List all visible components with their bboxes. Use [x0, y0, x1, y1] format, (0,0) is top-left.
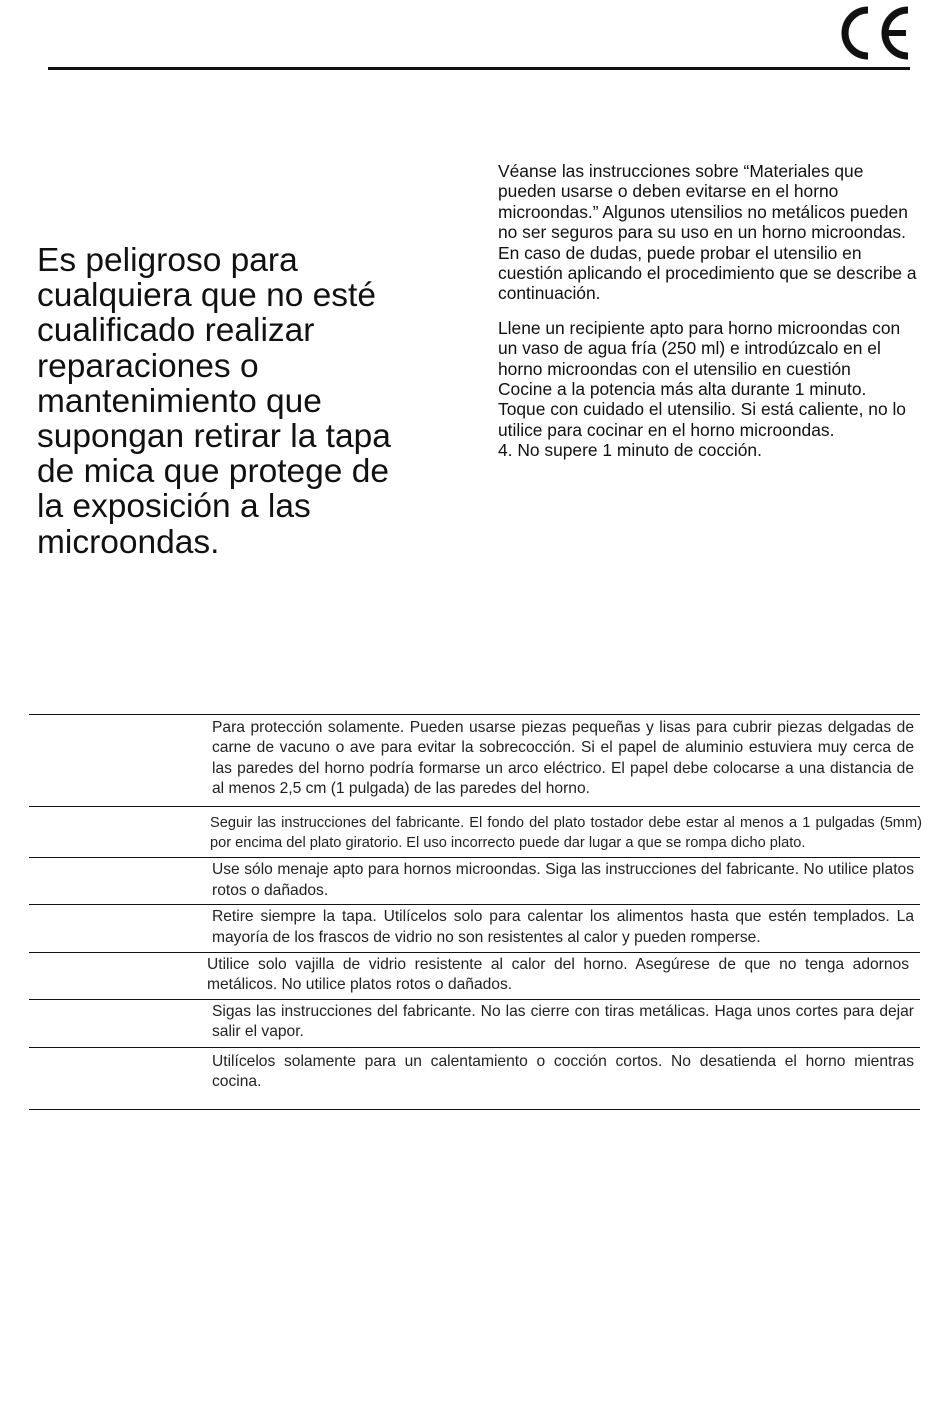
header-divider	[48, 67, 910, 70]
utensil-test-step-4: 4. No supere 1 minuto de cocción.	[498, 440, 762, 461]
table-cell-notes: Utilice solo vajilla de vidrio resistente al calor del horno. Asegúrese de que no tenga adornos metálicos. No utilice platos rotos o dañados.	[207, 956, 909, 994]
table-cell-notes: Use sólo menaje apto para hornos microondas. Siga las instrucciones del fabricante. No utilice platos rotos o dañados.	[212, 861, 914, 899]
utensil-test-section	[498, 161, 918, 461]
utensil-test-step-1: Llene un recipiente apto para horno microondas con un vaso de agua fría (250 ml) e introdúzcalo en el horno microondas con el utensilio en cuestión	[498, 317, 901, 379]
table-cell-notes: Sigas las instrucciones del fabricante. No las cierre con tiras metálicas. Haga unos cortes para dejar salir el vapor.	[212, 1002, 914, 1041]
warning-line: la exposición a las	[37, 488, 311, 526]
warning-line: cualificado realizar	[37, 312, 315, 350]
table-row	[29, 1047, 920, 1110]
table-cell-notes: Retire siempre la tapa. Utilícelos solo para calentar los alimentos hasta que estén templados. La mayoría de los frascos de vidrio no son resistentes al calor y pueden romperse.	[212, 908, 914, 946]
warning-line: mantenimiento que	[37, 382, 322, 420]
table-row	[29, 857, 920, 904]
warning-line: Es peligroso para	[37, 242, 298, 279]
table-row	[29, 904, 920, 952]
table-row	[29, 714, 920, 806]
table-row	[29, 999, 920, 1047]
table-row	[29, 806, 920, 858]
warning-line: supongan retirar la tapa	[37, 418, 391, 456]
table-cell-notes: Para protección solamente. Pueden usarse piezas pequeñas y lisas para cubrir piezas delgadas de carne de vacuno o ave para evitar la sobrecocción. Si el papel de aluminio estuviera muy cerca de las paredes del horno podría formarse un arco eléctrico. El papel debe colocarse a una distancia de al menos 2,5 cm (1 pulgada) de las paredes del horno.	[212, 719, 914, 798]
table-row	[29, 952, 920, 999]
warning-line: de mica que protege de	[37, 453, 389, 491]
warning-line: cualquiera que no esté	[37, 277, 376, 315]
utensil-test-intro: Véanse las instrucciones sobre “Materiales que pueden usarse o deben evitarse en el horno microondas.” Algunos utensilios no metálicos pueden no ser seguros para su uso en un horno microondas. En caso de dudas, puede probar el utensilio en cuestión aplicando el procedimiento que se describe a continuación.	[498, 161, 917, 304]
ce-conformity-mark	[832, 4, 912, 62]
table-cell-notes: Seguir las instrucciones del fabricante. El fondo del plato tostador debe estar al menos a 1 pulgadas (5mm) por encima del plato giratorio. El uso incorrecto puede dar lugar a que se rompa dicho plato.	[210, 814, 922, 852]
warning-line: reparaciones o	[37, 347, 259, 385]
repair-warning	[37, 243, 457, 560]
utensil-test-step-3: Toque con cuidado el utensilio. Si está caliente, no lo utilice para cocinar en el horno microondas.	[498, 399, 906, 440]
utensil-test-step-2: Cocine a la potencia más alta durante 1 minuto.	[498, 379, 867, 400]
materials-table	[29, 714, 920, 1110]
table-cell-notes: Utilícelos solamente para un calentamiento o cocción cortos. No desatienda el horno mientras cocina.	[212, 1052, 914, 1091]
warning-line: microondas.	[37, 523, 220, 561]
